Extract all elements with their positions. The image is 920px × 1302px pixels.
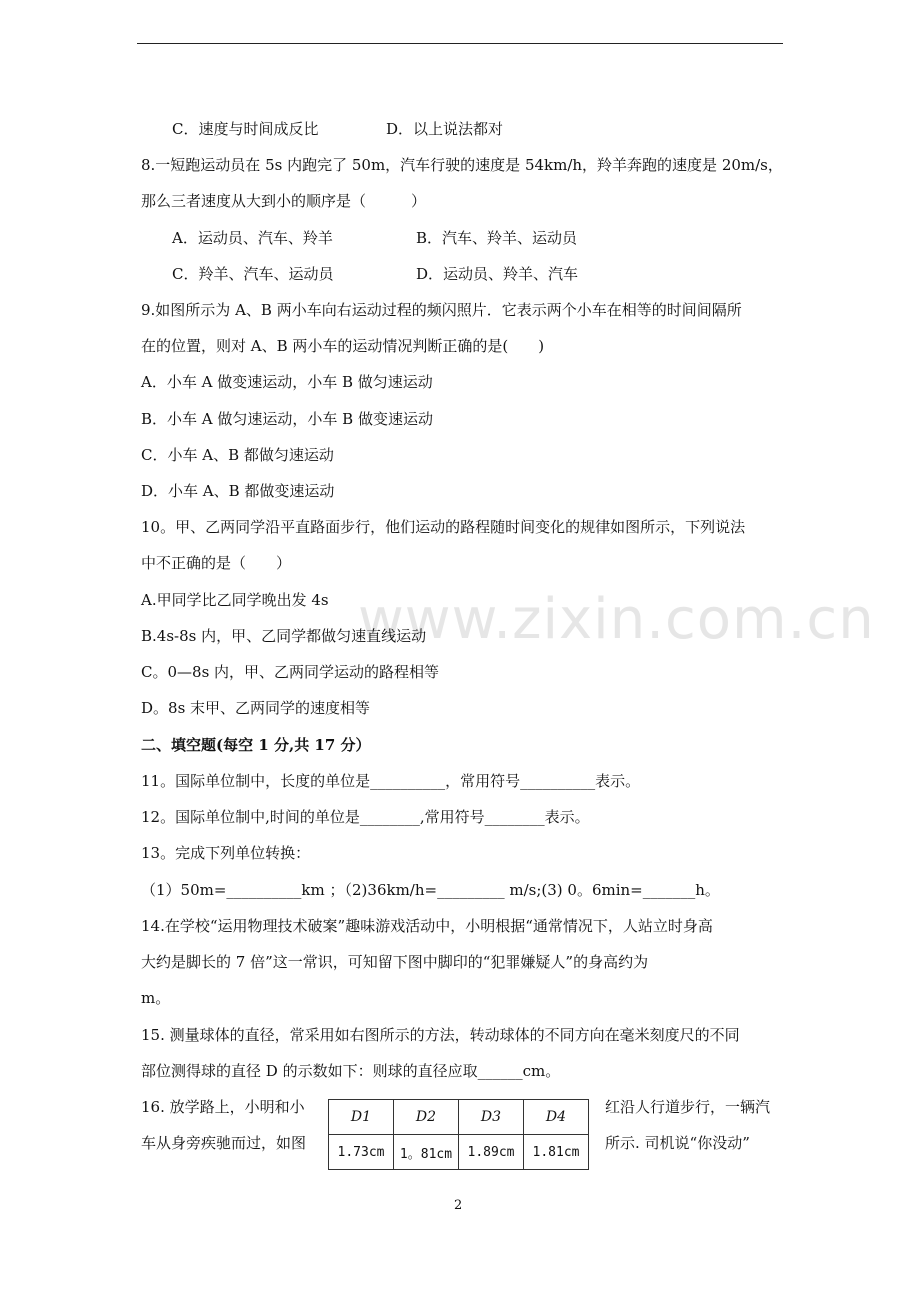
q16-right-line2: 所示. 司机说“你没动” xyxy=(605,1134,750,1152)
section-heading: 二、填空题(每空 1 分,共 17 分） xyxy=(141,736,371,754)
q9-option-a: A．小车 A 做变速运动，小车 B 做匀速运动 xyxy=(141,373,433,391)
table-header-row xyxy=(329,1100,589,1135)
q13-conversions: （1）50m=__________km ；（2)36km/h=_________ m/s;(3) 0。6min=_______h。 xyxy=(141,881,720,899)
q8-option-a: A．运动员、汽车、羚羊 xyxy=(172,229,333,247)
diameter-table xyxy=(328,1099,589,1170)
q9-stem-line1: 9.如图所示为 A、B 两小车向右运动过程的频闪照片．它表示两个小车在相等的时间间隔所 xyxy=(141,301,742,319)
q13-stem: 13。完成下列单位转换： xyxy=(141,844,311,862)
header-rule xyxy=(137,43,783,44)
table-header-cell: D2 xyxy=(394,1100,459,1135)
q14-line2: 大约是脚长的 7 倍”这一常识，可知留下图中脚印的“犯罪嫌疑人”的身高约为 xyxy=(141,953,649,971)
q10-option-a: A.甲同学比乙同学晚出发 4s xyxy=(141,591,329,609)
q8-stem-line1: 8.一短跑运动员在 5s 内跑完了 50m，汽车行驶的速度是 54km/h，羚羊奔跑的速度是 20m/s， xyxy=(141,156,783,174)
q10-option-b: B.4s-8s 内，甲、乙同学都做匀速直线运动 xyxy=(141,627,427,645)
q15-line1: 15. 测量球体的直径，常采用如右图所示的方法，转动球体的不同方向在毫米刻度尺的不同 xyxy=(141,1026,740,1044)
q8-option-d: D．运动员、羚羊、汽车 xyxy=(416,265,579,283)
q15-line2: 部位测得球的直径 D 的示数如下：则球的直径应取______cm。 xyxy=(141,1062,561,1080)
q12: 12。国际单位制中,时间的单位是________,常用符号________表示。 xyxy=(141,808,590,826)
q16-left-line2: 车从身旁疾驰而过，如图 xyxy=(141,1134,307,1152)
table-cell: 1.89cm xyxy=(459,1135,524,1170)
q7-option-d: D．以上说法都对 xyxy=(386,120,504,138)
q10-option-d: D。8s 末甲、乙两同学的速度相等 xyxy=(141,699,371,717)
q9-option-d: D．小车 A、B 都做变速运动 xyxy=(141,482,335,500)
q8-option-c: C．羚羊、汽车、运动员 xyxy=(172,265,334,283)
q14-line3: m。 xyxy=(141,989,171,1007)
table-cell: 1.81cm xyxy=(524,1135,589,1170)
watermark: www.zixin.com.cn xyxy=(358,587,875,652)
q10-option-c: C。0—8s 内，甲、乙两同学运动的路程相等 xyxy=(141,663,440,681)
table-header-cell: D1 xyxy=(329,1100,394,1135)
q9-stem-line2: 在的位置，则对 A、B 两小车的运动情况判断正确的是( ) xyxy=(141,337,545,355)
q8-stem-line2: 那么三者速度从大到小的顺序是（ ） xyxy=(141,192,427,210)
q10-stem-line1: 10。甲、乙两同学沿平直路面步行，他们运动的路程随时间变化的规律如图所示，下列说法 xyxy=(141,518,746,536)
table-header-cell: D4 xyxy=(524,1100,589,1135)
q10-stem-line2: 中不正确的是（ ） xyxy=(141,554,292,572)
table-header-cell: D3 xyxy=(459,1100,524,1135)
q16-left-line1: 16. 放学路上，小明和小 xyxy=(141,1098,305,1116)
q9-option-c: C．小车 A、B 都做匀速运动 xyxy=(141,446,334,464)
q14-line1: 14.在学校“运用物理技术破案”趣味游戏活动中，小明根据“通常情况下，人站立时身高 xyxy=(141,917,713,935)
table-cell: 1.73cm xyxy=(329,1135,394,1170)
q11: 11。国际单位制中，长度的单位是__________，常用符号__________表示。 xyxy=(141,772,641,790)
page-number: 2 xyxy=(454,1198,463,1213)
table-cell: 1。81cm xyxy=(394,1135,459,1170)
table-row xyxy=(329,1135,589,1170)
q9-option-b: B．小车 A 做匀速运动，小车 B 做变速运动 xyxy=(141,410,433,428)
q8-option-b: B．汽车、羚羊、运动员 xyxy=(416,229,578,247)
q7-option-c: C．速度与时间成反比 xyxy=(172,120,319,138)
q16-right-line1: 红沿人行道步行，一辆汽 xyxy=(605,1098,771,1116)
